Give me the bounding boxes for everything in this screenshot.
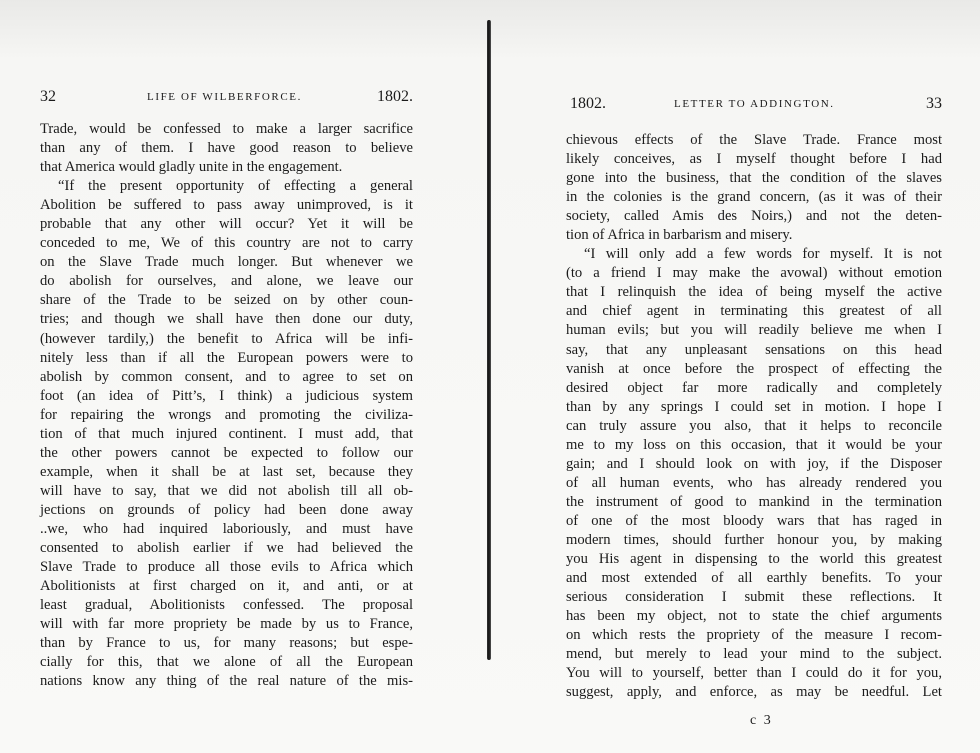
text-line: has been my object, not to state the chief arguments xyxy=(566,608,942,625)
book-gutter xyxy=(487,20,491,660)
text-line: least gradual, Abolitionists confessed. The proposal xyxy=(40,597,413,614)
text-line: chievous effects of the Slave Trade. France most xyxy=(566,132,942,148)
right-running-title: LETTER TO ADDINGTON. xyxy=(674,98,835,110)
left-running-title: LIFE OF WILBERFORCE. xyxy=(147,91,302,103)
text-line: example, when it shall be at last set, because they xyxy=(40,463,413,480)
text-line: that I relinquish the idea of being myself the active xyxy=(566,284,942,301)
text-line: desired object far more radically and completely xyxy=(566,379,942,396)
text-line: conceded to me, We of this country are not to carry xyxy=(40,235,413,252)
text-line: society, called Amis des Noirs,) and not the deten- xyxy=(566,208,942,225)
text-line: the other powers cannot be expected to follow our xyxy=(40,444,413,461)
text-line: Slave Trade to produce all those evils to Africa which xyxy=(40,559,413,576)
text-line: tion of that much injured continent. I must add, that xyxy=(40,425,413,442)
right-page-number: 33 xyxy=(926,95,942,112)
text-line: You will to yourself, better than I could do it for you, xyxy=(566,665,942,682)
text-line: likely conceives, as I myself thought before I had xyxy=(566,151,942,168)
text-line: foot (an idea of Pitt’s, I think) a judicious system xyxy=(40,387,413,404)
text-line: tion of Africa in barbarism and misery. xyxy=(566,227,793,244)
text-line: vanish at once before the prospect of effecting the xyxy=(566,360,942,377)
text-line: say, that any unpleasant sensations on this head xyxy=(566,341,942,358)
left-page-year: 1802. xyxy=(377,88,413,105)
text-line: tries; and though we shall have then done our duty, xyxy=(40,311,413,328)
text-line: than any of them. I have good reason to believe xyxy=(40,140,413,157)
text-line: serious consideration I submit these reflections. It xyxy=(566,589,942,606)
text-line: do abolish for ourselves, and alone, we leave our xyxy=(40,273,413,290)
right-page-body xyxy=(566,131,942,702)
text-line: can truly assure you also, that it helps to reconcile xyxy=(566,417,942,434)
text-line: and most extended of all earthly benefits. To your xyxy=(566,570,942,587)
left-page-body xyxy=(40,120,413,691)
text-line: the instrument of good to mankind in the termination xyxy=(566,493,942,510)
text-line: than by any springs I could set in motion. I hope I xyxy=(566,398,942,415)
left-page xyxy=(40,88,413,691)
text-line: ..we, who had inquired laboriously, and must have xyxy=(40,520,413,537)
text-line: share of the Trade to be seized on by other coun- xyxy=(40,292,413,309)
text-line: me to my loss on this occasion, that it would be your xyxy=(566,436,942,453)
text-line: on which rests the propriety of the measure I recom- xyxy=(566,627,942,644)
text-line: human evils; but you will readily believe me when I xyxy=(566,322,942,339)
text-line: that America would gladly unite in the engagement. xyxy=(40,159,343,176)
text-line: Trade, would be confessed to make a larger sacrifice xyxy=(40,121,413,137)
text-line: probable that any other will occur? Yet it will be xyxy=(40,216,413,233)
text-line: (to a friend I may make the avowal) without emotion xyxy=(566,265,942,282)
text-line: “If the present opportunity of effecting a general xyxy=(58,178,413,195)
text-line: mend, but merely to lead your mind to the subject. xyxy=(566,646,942,663)
text-line: abolish by common consent, and to agree to set on xyxy=(40,368,413,385)
text-line: and chief agent in terminating this greatest of all xyxy=(566,303,942,320)
text-line: than by France to us, for many reasons; but espe- xyxy=(40,635,413,652)
text-line: suggest, apply, and enforce, as may be needful. Let xyxy=(566,684,942,701)
text-line: “I will only add a few words for myself. It is not xyxy=(584,246,942,263)
text-line: you His agent in dispensing to the world this greatest xyxy=(566,551,942,568)
left-page-number: 32 xyxy=(40,88,56,105)
text-line: will have to say, that we did not abolish till all ob- xyxy=(40,482,413,499)
right-page-year: 1802. xyxy=(570,95,606,112)
text-line: nations know any thing of the real nature of the mis- xyxy=(40,673,413,690)
signature-mark: c 3 xyxy=(750,713,773,728)
text-line: Abolition be suffered to pass away unimproved, is it xyxy=(40,197,413,214)
text-line: on the Slave Trade much longer. But whenever we xyxy=(40,254,413,271)
text-line: modern times, should further honour you, by making xyxy=(566,531,942,548)
text-line: cially for this, that we alone of all the European xyxy=(40,654,413,671)
right-page xyxy=(566,95,942,728)
text-line: of one of the most bloody wars that has raged in xyxy=(566,512,942,529)
right-page-header xyxy=(566,95,942,115)
text-line: Abolitionists at first charged on it, and anti, or at xyxy=(40,578,413,595)
text-line: nitely less than if all the European powers were to xyxy=(40,349,413,366)
text-line: gone into the business, that the condition of the slaves xyxy=(566,170,942,187)
text-line: in the colonies is the grand concern, (as it was of their xyxy=(566,189,942,206)
text-line: (however tardily,) the benefit to Africa will be infi- xyxy=(40,330,413,347)
text-line: jections on grounds of policy had been done away xyxy=(40,501,413,518)
text-line: gain; and I should look on with joy, if the Disposer xyxy=(566,455,942,472)
text-line: will with far more propriety be made by us to France, xyxy=(40,616,413,633)
text-line: for repairing the wrongs and promoting the civiliza- xyxy=(40,406,413,423)
left-page-header xyxy=(40,88,413,108)
text-line: consented to abolish earlier if we had believed the xyxy=(40,540,413,557)
text-line: of all human events, who has already rendered you xyxy=(566,474,942,491)
